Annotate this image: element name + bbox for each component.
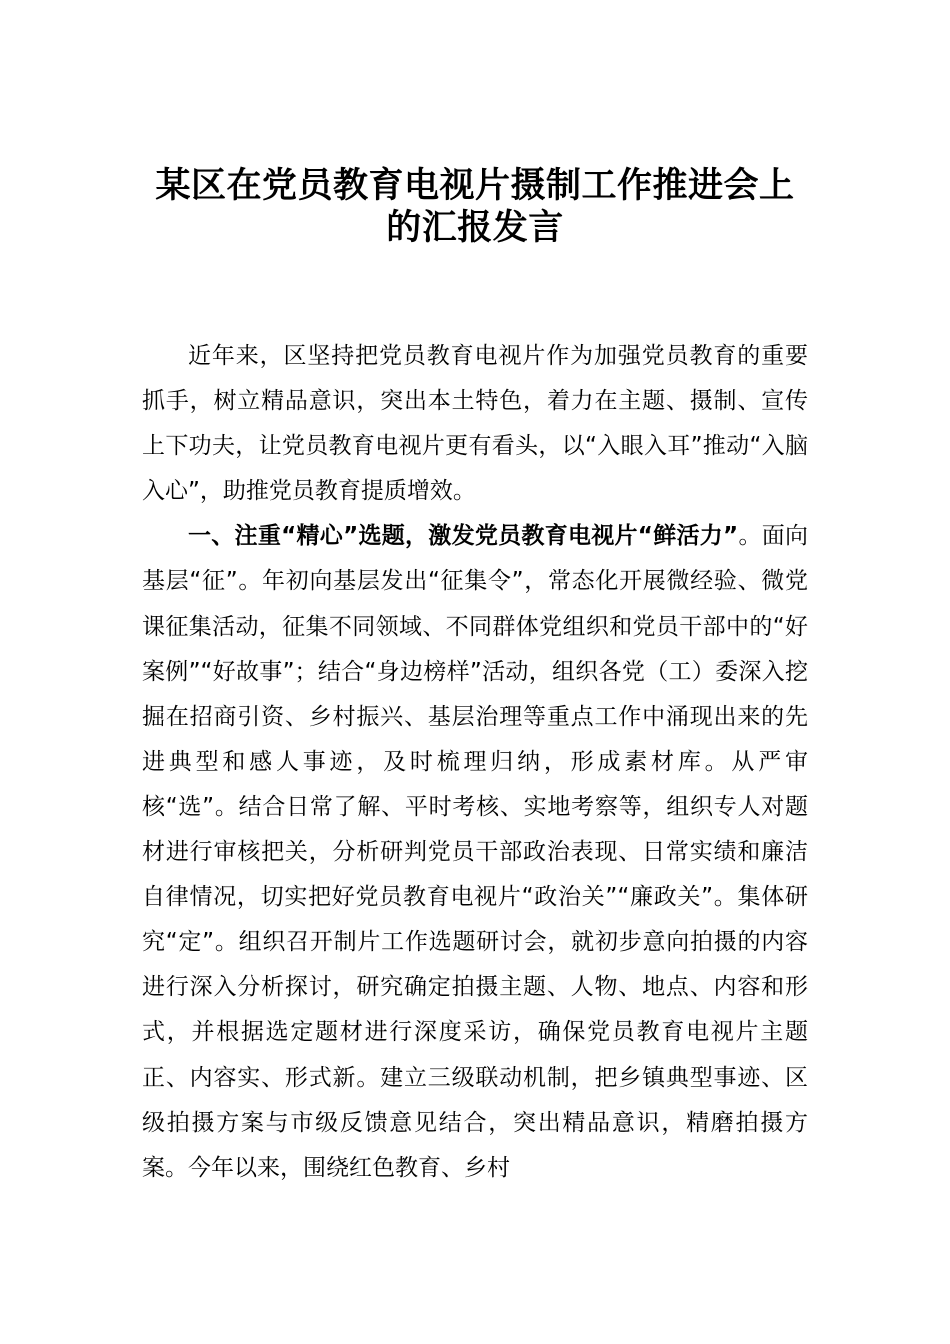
intro-paragraph: 近年来，区坚持把党员教育电视片作为加强党员教育的重要抓手，树立精品意识，突出本土特色，着力在主题、摄制、宣传上下功夫，让党员教育电视片更有看头，以“入眼入耳”推动“入脑入心”，助推党员教育提质增效。 (142, 343, 808, 505)
section-1-paragraph (142, 514, 808, 1190)
document-title-line-2: 的汇报发言 (386, 207, 564, 248)
section-1-body: 。面向基层“征”。年初向基层发出“征集令”，常态化开展微经验、微党课征集活动，征集不同领域、不同群体党组织和党员干部中的“好案例”“好故事”；结合“身边榜样”活动，组织各党（工）委深入挖掘在招商引资、乡村振兴、基层治理等重点工作中涌现出来的先进典型和感人事迹，及时梳理归纳，形成素材库。从严审核“选”。结合日常了解、平时考核、实地考察等，组织专人对题材进行审核把关，分析研判党员干部政治表现、日常实绩和廉洁自律情况，切实把好党员教育电视片“政治关”“廉政关”。集体研究“定”。组织召开制片工作选题研讨会，就初步意向拍摄的内容进行深入分析探讨，研究确定拍摄主题、人物、地点、内容和形式，并根据选定题材进行深度采访，确保党员教育电视片主题正、内容实、形式新。建立三级联动机制，把乡镇典型事迹、区级拍摄方案与市级反馈意见结合，突出精品意识，精磨拍摄方案。今年以来，围绕红色教育、乡村 (142, 523, 809, 1181)
document-title-line-1: 某区在党员教育电视片摄制工作推进会上 (155, 165, 795, 206)
document-body (142, 334, 808, 1191)
section-1-heading: 一、注重“精心”选题，激发党员教育电视片“鲜活力” (188, 523, 739, 550)
